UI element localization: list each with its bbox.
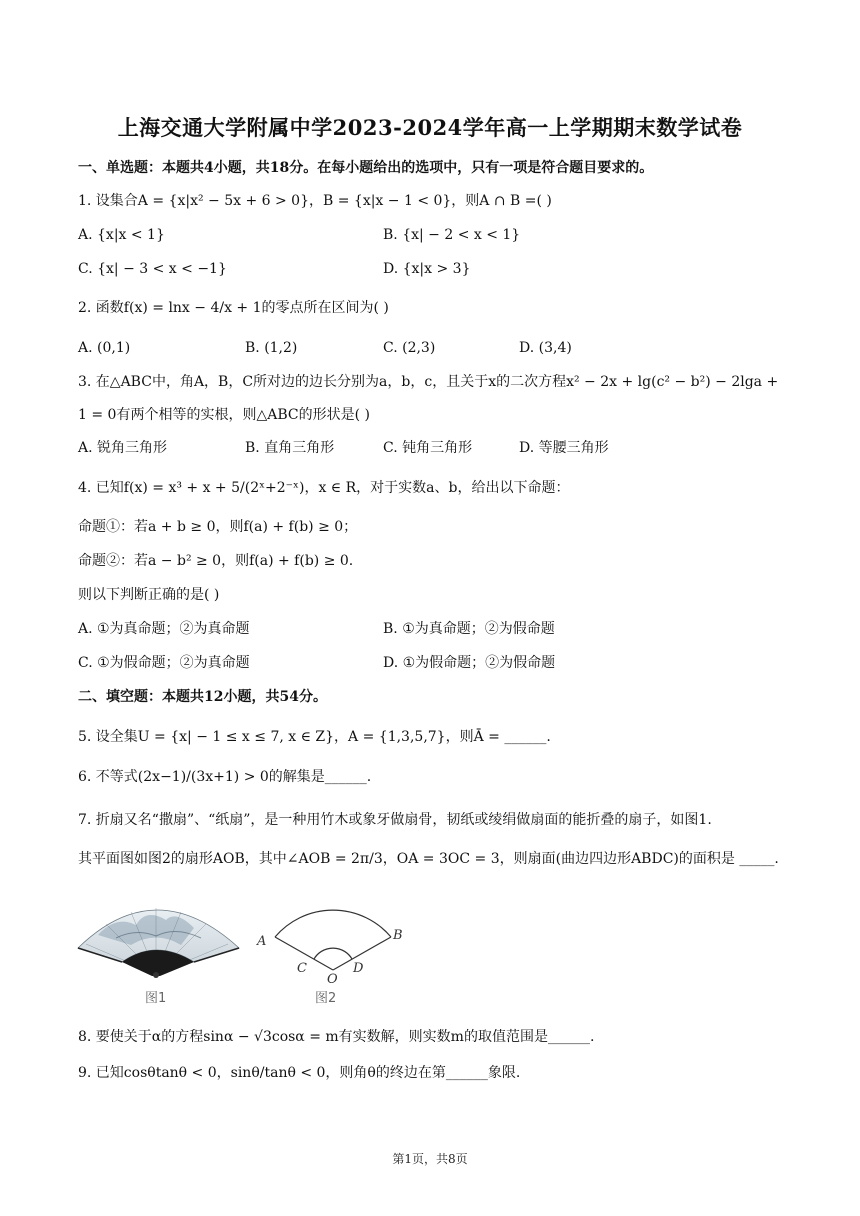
q1-stem: 1. 设集合A = {x|x² − 5x + 6 > 0}，B = {x|x − 1 < 0}，则A ∩ B =( )	[78, 193, 552, 209]
point-o-label: O	[327, 972, 338, 985]
q1-option-d: D. {x|x > 3}	[383, 261, 471, 277]
q3-stem-line2: 1 = 0有两个相等的实根，则△ABC的形状是( )	[78, 407, 370, 423]
q4-stem: 4. 已知f(x) = x³ + x + 5/(2ˣ+2⁻ˣ)，x ∈ R，对于实数a、b，给出以下命题：	[78, 480, 570, 496]
q3-option-a: A. 锐角三角形	[78, 440, 168, 456]
q8-text: 8. 要使关于α的方程sinα − √3cosα = m有实数解，则实数m的取值范围是______.	[78, 1029, 595, 1045]
exam-title: 上海交通大学附属中学2023-2024学年高一上学期期末数学试卷	[117, 115, 743, 140]
q4-option-b: B. ①为真命题；②为假命题	[383, 621, 555, 637]
q1-option-b: B. {x| − 2 < x < 1}	[383, 227, 521, 243]
q2-stem: 2. 函数f(x) = lnx − 4/x + 1的零点所在区间为( )	[78, 300, 389, 316]
section-2-heading: 二、填空题：本题共12小题，共54分。	[78, 689, 327, 705]
q4-option-a: A. ①为真命题；②为真命题	[78, 621, 250, 637]
q4-option-c: C. ①为假命题；②为真命题	[78, 655, 250, 671]
q2-option-c: C. (2,3)	[383, 340, 436, 356]
q2-option-b: B. (1,2)	[245, 340, 298, 356]
q3-option-c: C. 钝角三角形	[383, 440, 473, 456]
figure-1-caption: 图1	[145, 991, 167, 1006]
point-a-label: A	[257, 934, 267, 949]
q6-text: 6. 不等式(2x−1)/(3x+1) > 0的解集是______.	[78, 769, 372, 785]
q4-proposition-1: 命题①：若a + b ≥ 0，则f(a) + f(b) ≥ 0；	[78, 519, 358, 535]
q4-option-d: D. ①为假命题；②为假命题	[383, 655, 556, 671]
q3-stem-line1: 3. 在△ABC中，角A，B，C所对边的边长分别为a，b，c，且关于x的二次方程x² − 2x + lg(c² − b²) − 2lga +	[78, 374, 779, 390]
figure-2-caption: 图2	[315, 991, 337, 1006]
q9-text: 9. 已知cosθtanθ < 0，sinθ/tanθ < 0，则角θ的终边在第______象限.	[78, 1065, 521, 1081]
q5-text: 5. 设全集U = {x| − 1 ≤ x ≤ 7, x ∈ Z}，A = {1,3,5,7}，则Ā = ______.	[78, 729, 551, 745]
q3-option-d: D. 等腰三角形	[519, 440, 609, 456]
sector-diagram-figure	[253, 890, 413, 985]
q4-question: 则以下判断正确的是( )	[78, 587, 220, 603]
q2-option-d: D. (3,4)	[519, 340, 572, 356]
q3-option-b: B. 直角三角形	[245, 440, 335, 456]
q1-option-c: C. {x| − 3 < x < −1}	[78, 261, 227, 277]
point-c-label: C	[297, 961, 307, 976]
point-b-label: B	[393, 928, 403, 943]
page-footer: 第1页，共8页	[392, 1152, 468, 1166]
q4-proposition-2: 命题②：若a − b² ≥ 0，则f(a) + f(b) ≥ 0.	[78, 553, 354, 569]
q2-option-a: A. (0,1)	[78, 340, 131, 356]
section-1-heading: 一、单选题：本题共4小题，共18分。在每小题给出的选项中，只有一项是符合题目要求的。	[78, 160, 654, 176]
point-d-label: D	[353, 961, 364, 976]
q1-option-a: A. {x|x < 1}	[78, 227, 165, 243]
q7-text-line2: 其平面图如图2的扇形AOB，其中∠AOB = 2π/3，OA = 3OC = 3，则扇面(曲边四边形ABDC)的面积是 _____.	[78, 851, 779, 867]
q7-text-line1: 7. 折扇又名“撒扇”、“纸扇”，是一种用竹木或象牙做扇骨，韧纸或绫绢做扇面的能折叠的扇子，如图1.	[78, 812, 712, 828]
folding-fan-figure	[76, 890, 241, 985]
